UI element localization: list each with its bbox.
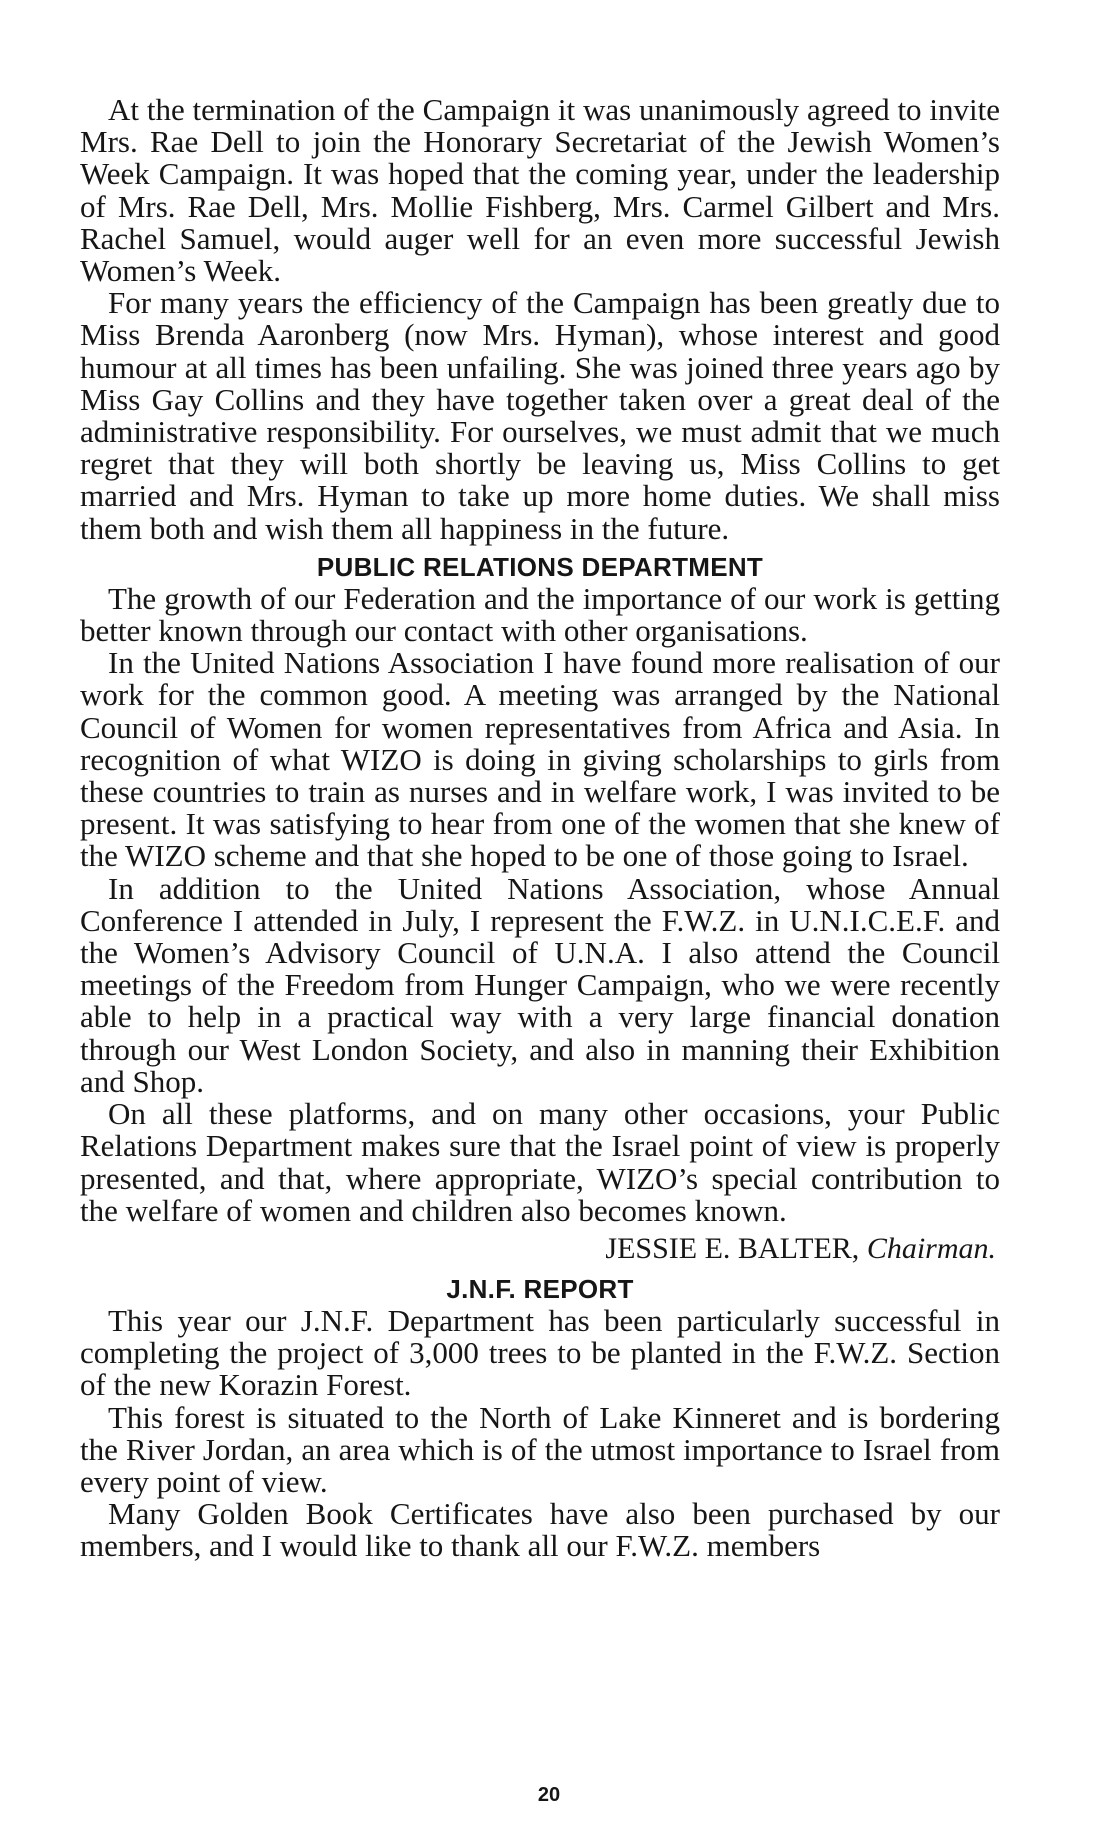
public-relations-paragraph-3: In addition to the United Nations Association, whose Annual Conference I attended in July, I represent the F.W.Z. in U.N.I.C.E.F. and the Women’s Advisory Council of U.N.A. I also attend the Council meetings of the Freedom from Hunger Campaign, who we were recently able to help in a practical way with a very large financial donation through our West London Society, and also in manning their Exhibition and Shop. — [80, 870, 1000, 1099]
signature-role: Chairman. — [866, 1231, 996, 1265]
jnf-paragraph-3: Many Golden Book Certificates have also been purchased by our members, and I would like to thank all our F.W.Z. members — [80, 1496, 1000, 1564]
campaign-paragraph-1: At the termination of the Campaign it was unanimously agreed to invite Mrs. Rae Dell to join the Honorary Secretariat of the Jewish Women’s Week Campaign. It was hoped that the coming year, under the leadership of Mrs. Rae Dell, Mrs. Mollie Fishberg, Mrs. Carmel Gilbert and Mrs. Rachel Samuel, would auger well for an even more successful Jewish Women’s Week. — [80, 92, 1000, 289]
signature-name: JESSIE E. BALTER, — [605, 1231, 860, 1265]
public-relations-paragraph-1: The growth of our Federation and the importance of our work is getting better known through our contact with other organisations. — [80, 580, 1000, 649]
jnf-report-heading: J.N.F. REPORT — [446, 1273, 634, 1304]
chairman-signature — [80, 1231, 1000, 1267]
campaign-paragraph-2: For many years the efficiency of the Campaign has been greatly due to Miss Brenda Aaronberg (now Mrs. Hyman), whose interest and good humour at all times has been unfailing. She was joined three years ago by Miss Gay Collins and they have together taken over a great deal of the administrative responsibility. For ourselves, we must admit that we much regret that they will both shortly be leaving us, Miss Collins to get married and Mrs. Hyman to take up more home duties. We shall miss them both and wish them all happiness in the future. — [80, 285, 1000, 546]
jnf-paragraph-1: This year our J.N.F. Department has been particularly successful in completing the project of 3,000 trees to be planted in the F.W.Z. Section of the new Korazin Forest. — [80, 1302, 1000, 1403]
public-relations-paragraph-2: In the United Nations Association I have found more realisation of our work for the common good. A meeting was arranged by the National Council of Women for women representatives from Africa and Asia. In recognition of what WIZO is doing in giving scholarships to girls from these countries to train as nurses and in welfare work, I was invited to be present. It was satisfying to hear from one of the women that she knew of the WIZO scheme and that she hoped to be one of those going to Israel. — [80, 645, 1000, 874]
page-number: 20 — [537, 1784, 561, 1806]
text-column — [80, 94, 1000, 1563]
public-relations-heading: PUBLIC RELATIONS DEPARTMENT — [316, 551, 764, 582]
public-relations-paragraph-4: On all these platforms, and on many other occasions, your Public Relations Department makes sure that the Israel point of view is properly presented, and that, where appropriate, WIZO’s special contribution to the welfare of women and children also becomes known. — [80, 1096, 1000, 1228]
jnf-paragraph-2: This forest is situated to the North of Lake Kinneret and is bordering the River Jordan, an area which is of the utmost importance to Israel from every point of view. — [80, 1399, 1000, 1499]
